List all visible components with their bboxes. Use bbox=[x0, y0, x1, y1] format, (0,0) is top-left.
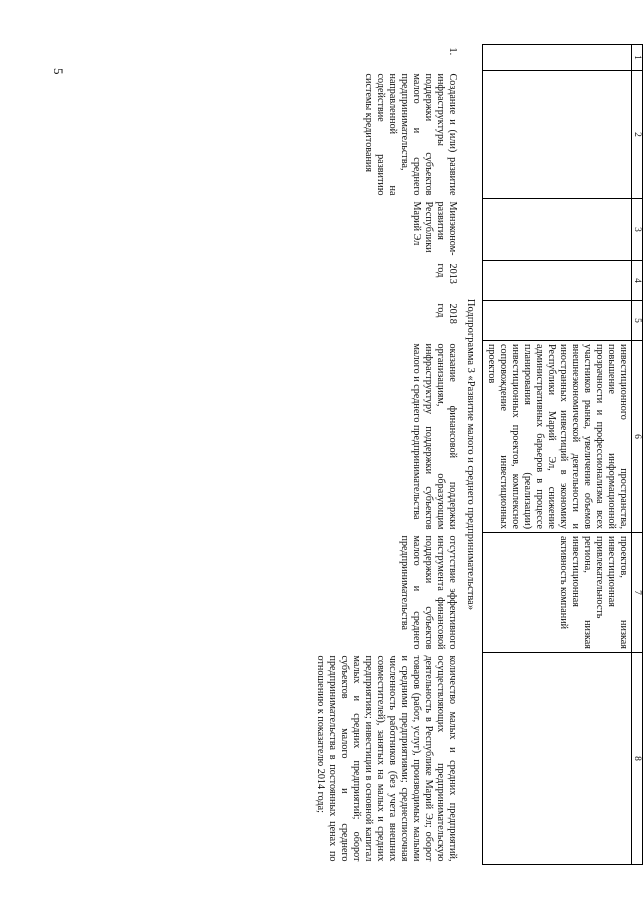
header-col-7: 7 bbox=[632, 533, 643, 653]
header-col-4: 4 bbox=[632, 261, 643, 301]
consequences: отсутствие эффективного инструмента финансовой поддержки субъектов малого и среднего предпринимательства bbox=[399, 535, 458, 650]
measures-table bbox=[312, 44, 643, 865]
indicators: количество малых и средних предприятий, осуществляющих предпринимательскую деятельность в Республике Марий Эл; оборот товаров (работ, услуг), производимых малыми и средними предприятиями; среднесписочная численность работников (без учета внешних совместителей), занятых на малых и средних предприятиях; инвестиции в основной капитал малых и средних предприятий; оборот субъектов малого и среднего предпринимательства в постоянных ценах по отношению к показателю 2014 года; bbox=[315, 655, 458, 862]
header-col-8: 8 bbox=[632, 653, 643, 865]
row-number: 1. bbox=[447, 47, 458, 56]
table-row bbox=[312, 45, 460, 865]
page-number: 5 bbox=[51, 68, 66, 75]
continuation-row bbox=[483, 45, 632, 865]
header-col-2: 2 bbox=[632, 71, 643, 199]
subprogram-title: Подпрограмма 3 «Развитие малого и среднего предпринимательства» bbox=[465, 298, 476, 611]
expected-result: оказание финансовой поддержки организациям, образующим инфраструктуру поддержки субъектов малого и среднего предпринимательства bbox=[411, 343, 458, 530]
header-col-3: 3 bbox=[632, 199, 643, 261]
landscape-table-sheet bbox=[95, 44, 643, 864]
header-col-6: 6 bbox=[632, 341, 643, 533]
header-col-1: 1 bbox=[632, 45, 643, 71]
measure-name: Создание и (или) развитие инфраструктуры поддержки субъектов малого и среднего предпринимательства, направленной на содействие развитию системы кредитования bbox=[363, 73, 458, 196]
end-year: 2018 год bbox=[435, 303, 458, 324]
continuation-cell-7: проектов, низкая инвестиционная привлекательность региона, низкая инвестиционная активность компаний bbox=[483, 533, 632, 653]
header-col-5: 5 bbox=[632, 301, 643, 341]
continuation-cell-8 bbox=[483, 653, 632, 865]
subprogram-row bbox=[460, 45, 483, 865]
executor: Минэконом-развития Республики Марий Эл bbox=[411, 201, 458, 256]
header-row bbox=[632, 45, 643, 865]
start-year: 2013 год bbox=[435, 263, 458, 284]
continuation-cell-6: инвестиционного пространства, повышение информационной прозрачности и профессионализма всех участников рынка, увеличение объемов внешнеэкономической деятельности и иностранных инвестиций в экономику Республики Марий Эл, снижение административных барьеров в процессе планирования (реализации) инвестиционных проектов, комплексное сопровождение инвестиционных проектов bbox=[483, 341, 632, 533]
